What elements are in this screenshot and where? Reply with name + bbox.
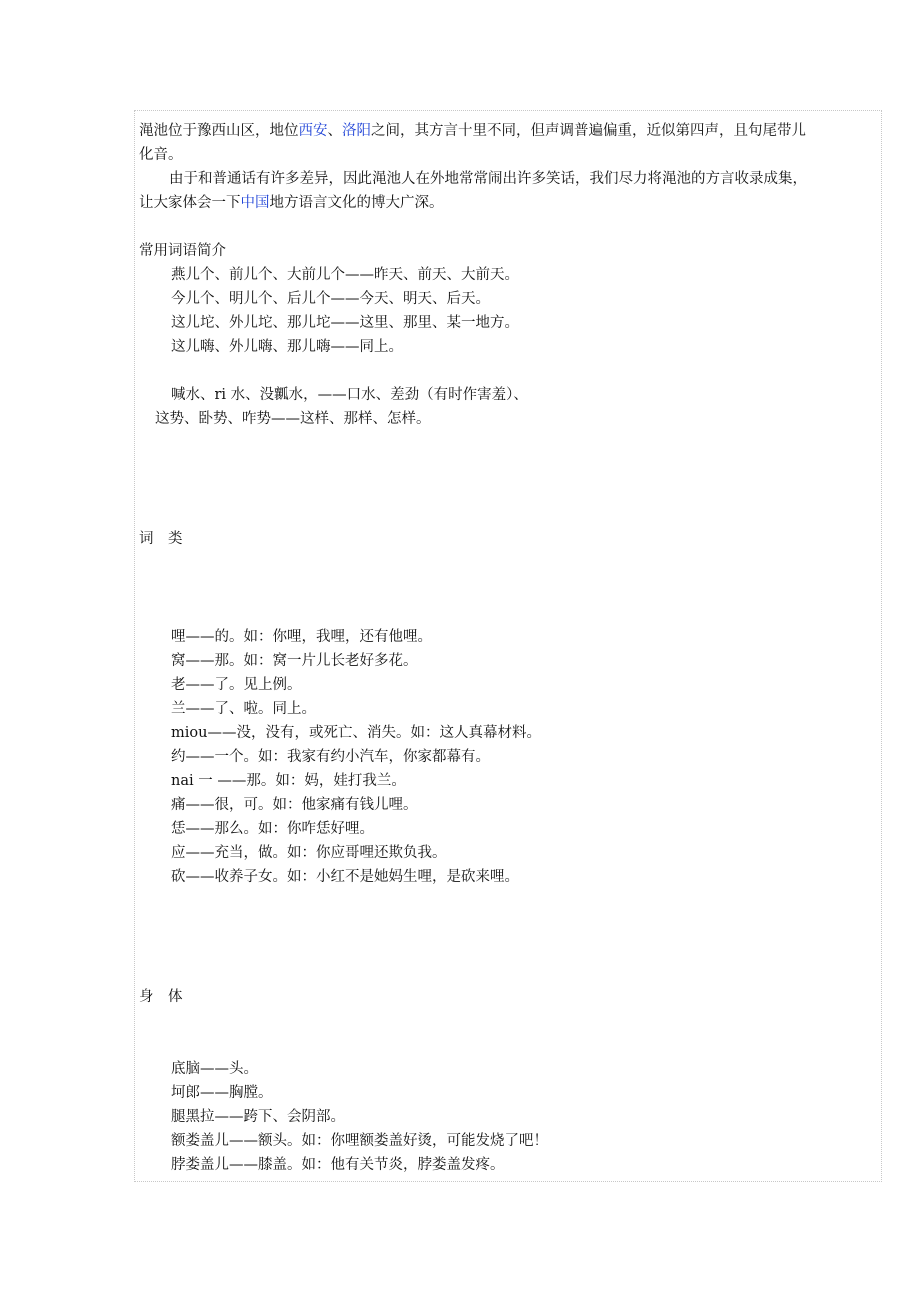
list-item: 老——了。见上例。 bbox=[171, 677, 302, 693]
list-item: 底脑——头。 bbox=[171, 1061, 258, 1077]
intro-text: 渑池位于豫西山区，地位 bbox=[139, 123, 299, 139]
list-item: 这儿嗨、外儿嗨、那儿嗨——同上。 bbox=[171, 339, 403, 355]
list-item: 今儿个、明儿个、后儿个——今天、明天、后天。 bbox=[171, 291, 490, 307]
list-item: 约——一个。如：我家有约小汽车，你家都幕有。 bbox=[171, 749, 490, 765]
link-xian[interactable]: 西安 bbox=[298, 123, 328, 139]
list-item: 兰——了、啦。同上。 bbox=[171, 701, 316, 717]
intro-paragraph-2: 由于和普通话有许多差异，因此渑池人在外地常常闹出许多笑话，我们尽力将渑池的方言收录成集， bbox=[169, 171, 807, 187]
list-item: 这儿坨、外儿坨、那儿坨——这里、那里、某一地方。 bbox=[171, 315, 519, 331]
list-item: miou——没，没有，或死亡、消失。如：这人真幕材料。 bbox=[171, 725, 541, 741]
list-item: 应——充当，做。如：你应哥哩还欺负我。 bbox=[171, 845, 447, 861]
intro-text: 、 bbox=[327, 123, 342, 139]
list-item: 喊水、ri 水、没瓤水，——口水、差劲（有时作害羞）、 bbox=[171, 387, 528, 403]
list-item: 坷郎——胸膛。 bbox=[171, 1085, 273, 1101]
list-item: 脖娄盖儿——膝盖。如：他有关节炎，脖娄盖发疼。 bbox=[171, 1157, 505, 1173]
list-item: 哩——的。如：你哩，我哩，还有他哩。 bbox=[171, 629, 432, 645]
intro-text: 让大家体会一下 bbox=[139, 195, 241, 211]
list-item: 这势、卧势、咋势——这样、那样、怎样。 bbox=[155, 411, 431, 427]
intro-paragraph-1 bbox=[139, 121, 806, 141]
intro-paragraph-1-cont: 化音。 bbox=[139, 147, 183, 163]
list-item: 恁——那么。如：你咋恁好哩。 bbox=[171, 821, 374, 837]
section-heading-common: 常用词语简介 bbox=[139, 243, 226, 259]
list-item: 额娄盖儿——额头。如：你哩额娄盖好烫，可能发烧了吧！ bbox=[171, 1133, 548, 1149]
content-frame bbox=[134, 110, 882, 1182]
section-heading-body: 身 体 bbox=[139, 989, 183, 1005]
list-item: 腿黑拉——跨下、会阴部。 bbox=[171, 1109, 345, 1125]
list-item: nai 一 ——那。如：妈，娃打我兰。 bbox=[171, 773, 406, 789]
intro-text: 地方语言文化的博大广深。 bbox=[269, 195, 444, 211]
intro-text: 之间，其方言十里不同，但声调普遍偏重，近似第四声，且句尾带儿 bbox=[371, 123, 806, 139]
list-item: 痛——很，可。如：他家痛有钱儿哩。 bbox=[171, 797, 418, 813]
intro-paragraph-2-cont bbox=[139, 193, 444, 213]
link-china[interactable]: 中国 bbox=[240, 195, 270, 211]
list-item: 砍——收养子女。如：小红不是她妈生哩，是砍来哩。 bbox=[171, 869, 519, 885]
list-item: 燕儿个、前儿个、大前儿个——昨天、前天、大前天。 bbox=[171, 267, 519, 283]
list-item: 窝——那。如：窝一片儿长老好多花。 bbox=[171, 653, 418, 669]
section-heading-words: 词 类 bbox=[139, 531, 183, 547]
link-luoyang[interactable]: 洛阳 bbox=[342, 123, 371, 139]
